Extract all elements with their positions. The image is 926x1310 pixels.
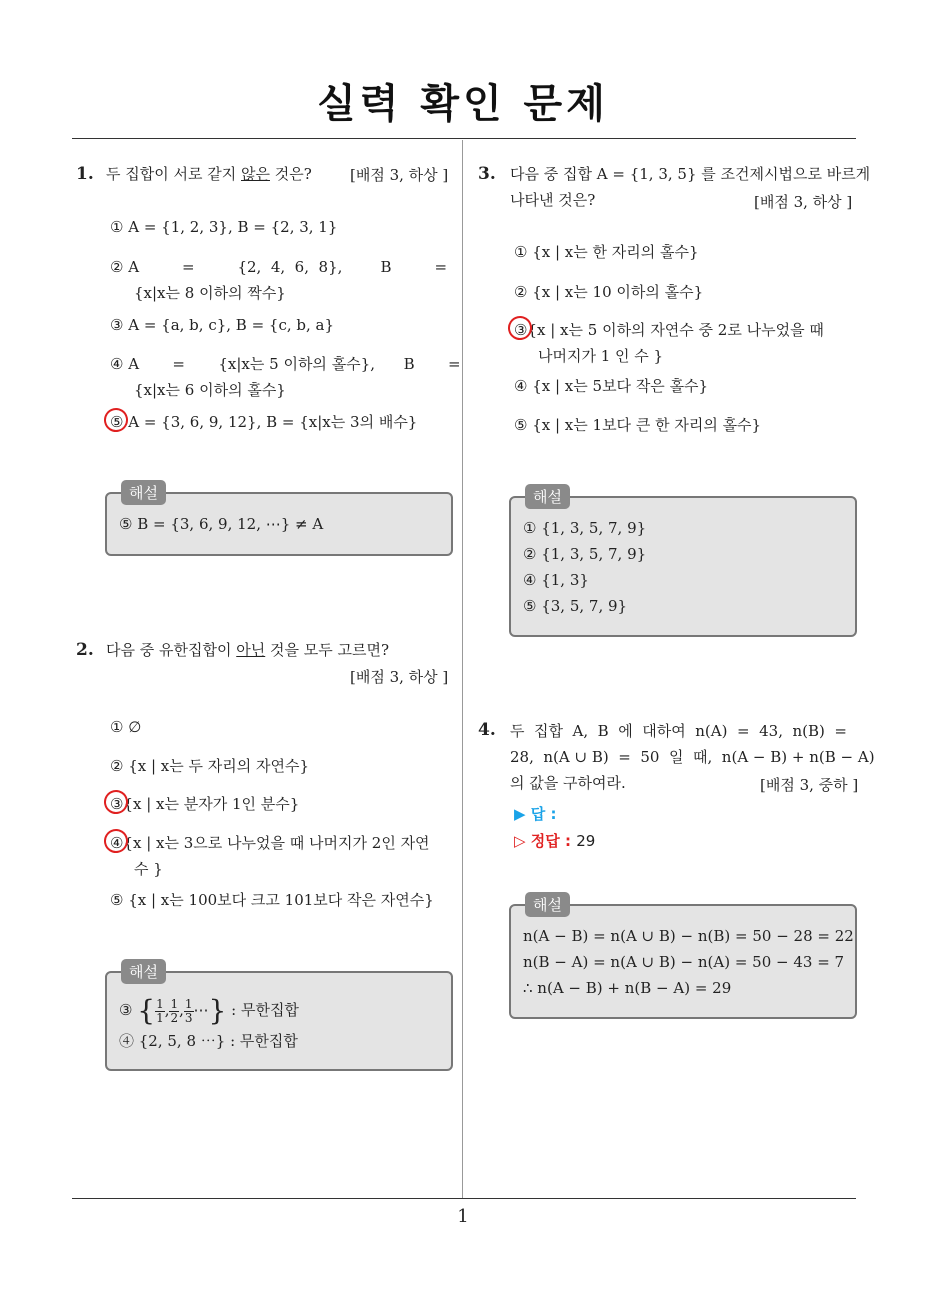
explanation-line: ④ {1, 3} xyxy=(523,571,589,589)
option-4: ④ {x | x는 5보다 작은 홀수} xyxy=(514,377,709,395)
page-title: 실력 확인 문제 xyxy=(317,81,609,127)
option-text: {x | x는 5 이하의 자연수 중 2로 나누었을 때 xyxy=(527,321,824,339)
option-2-cont: {x|x는 8 이하의 짝수} xyxy=(134,284,286,302)
option-1: ① ∅ xyxy=(110,718,142,736)
option-text: {x | x는 3으로 나누었을 때 나머지가 2인 자연 xyxy=(123,834,430,852)
option-1: ① A = {1, 2, 3}, B = {2, 3, 1} xyxy=(110,218,338,236)
question-number: 3. xyxy=(478,164,496,184)
option-3 xyxy=(110,791,299,817)
explanation-box xyxy=(105,484,453,556)
explanation-tag: 해설 xyxy=(525,484,570,509)
question-text-cont: 28, n(A ∪ B) = 50 일 때, n(A − B) + n(B − A) xyxy=(510,748,875,766)
explanation-line: ② {1, 3, 5, 7, 9} xyxy=(523,545,647,563)
option-2: ② A = {2, 4, 6, 8}, B = xyxy=(110,258,448,276)
option-text: A = {3, 6, 9, 12}, B = {x|x는 3의 배수} xyxy=(128,413,418,431)
explanation-line: ⑤ B = {3, 6, 9, 12, ⋯} ≠ A xyxy=(119,515,324,533)
option-5 xyxy=(110,409,417,435)
option-4 xyxy=(110,830,430,856)
underlined-word: 않은 xyxy=(241,165,270,183)
option-2: ② {x | x는 10 이하의 홀수} xyxy=(514,283,704,301)
correct-label: ▷ 정답 : xyxy=(514,832,571,850)
question-text-cont: 나타낸 것은? xyxy=(510,191,596,209)
correct-circle-mark: ⑤ xyxy=(110,409,123,435)
text-part: 것을 모두 고르면? xyxy=(265,641,389,659)
answer-label: ▶ 답 : xyxy=(514,805,557,823)
question-text xyxy=(106,161,312,187)
question-number: 1. xyxy=(76,164,94,184)
question-text: 다음 중 집합 A = {1, 3, 5} 를 조건제시법으로 바르게 xyxy=(510,165,871,183)
explanation-box xyxy=(105,963,453,1071)
correct-circle-mark: ④ xyxy=(110,830,123,856)
question-text-cont: 의 값을 구하여라. xyxy=(510,774,626,792)
question-text: 두 집합 A, B 에 대하여 n(A) = 43, n(B) = xyxy=(510,722,847,740)
option-3 xyxy=(514,317,824,343)
option-text: {x | x는 분자가 1인 분수} xyxy=(123,795,300,813)
footer-divider xyxy=(72,1198,856,1199)
question-text xyxy=(106,637,389,663)
explanation-box xyxy=(509,488,857,637)
header-divider xyxy=(72,138,856,139)
explanation-line: ① {1, 3, 5, 7, 9} xyxy=(523,519,647,537)
explanation-tag: 해설 xyxy=(121,959,166,984)
score-meta: [배점 3, 하상 ] xyxy=(754,193,853,211)
explanation-line: n(B − A) = n(A ∪ B) − n(A) = 50 − 43 = 7 xyxy=(523,953,845,971)
text-part: 것은? xyxy=(269,165,312,183)
option-1: ① {x | x는 한 자리의 홀수} xyxy=(514,243,699,261)
score-meta: [배점 3, 하상 ] xyxy=(350,166,449,184)
option-4-cont: {x|x는 6 이하의 홀수} xyxy=(134,381,286,399)
explanation-line: ∴ n(A − B) + n(B − A) = 29 xyxy=(523,979,732,997)
explanation-line: ③ { $\frac{1}{1}$ , $\frac{1}{2}$ , $\frac{1}{3}$ ⋯} : 무한집합 xyxy=(119,994,299,1027)
option-3-cont: 나머지가 1 인 수 } xyxy=(538,347,664,365)
explanation-box xyxy=(509,896,857,1019)
explanation-line: ④ {2, 5, 8 ⋯} : 무한집합 xyxy=(119,1032,298,1050)
text-part: 두 집합이 서로 같지 xyxy=(106,165,241,183)
explanation-tag: 해설 xyxy=(121,480,166,505)
correct-answer xyxy=(514,830,595,851)
option-5: ⑤ {x | x는 1보다 큰 한 자리의 홀수} xyxy=(514,416,762,434)
explanation-line: ⑤ {3, 5, 7, 9} xyxy=(523,597,628,615)
option-5: ⑤ {x | x는 100보다 크고 101보다 작은 자연수} xyxy=(110,891,434,909)
underlined-word: 아닌 xyxy=(236,641,266,659)
correct-circle-mark: ③ xyxy=(514,317,527,343)
option-2: ② {x | x는 두 자리의 자연수} xyxy=(110,757,310,775)
question-number: 2. xyxy=(76,640,94,660)
option-3: ③ A = {a, b, c}, B = {c, b, a} xyxy=(110,316,335,334)
correct-value: 29 xyxy=(576,832,596,850)
question-number: 4. xyxy=(478,720,496,740)
explanation-line: n(A − B) = n(A ∪ B) − n(B) = 50 − 28 = 22 xyxy=(523,927,854,945)
correct-circle-mark: ③ xyxy=(110,791,123,817)
option-4: ④ A = {x|x는 5 이하의 홀수}, B = xyxy=(110,355,461,373)
option-4-cont: 수 } xyxy=(134,860,163,878)
score-meta: [배점 3, 중하 ] xyxy=(760,776,859,794)
score-meta: [배점 3, 하상 ] xyxy=(350,668,449,686)
explanation-tag: 해설 xyxy=(525,892,570,917)
text-part: 다음 중 유한집합이 xyxy=(106,641,237,659)
page-number: 1 xyxy=(457,1206,469,1227)
column-divider xyxy=(462,140,463,1198)
